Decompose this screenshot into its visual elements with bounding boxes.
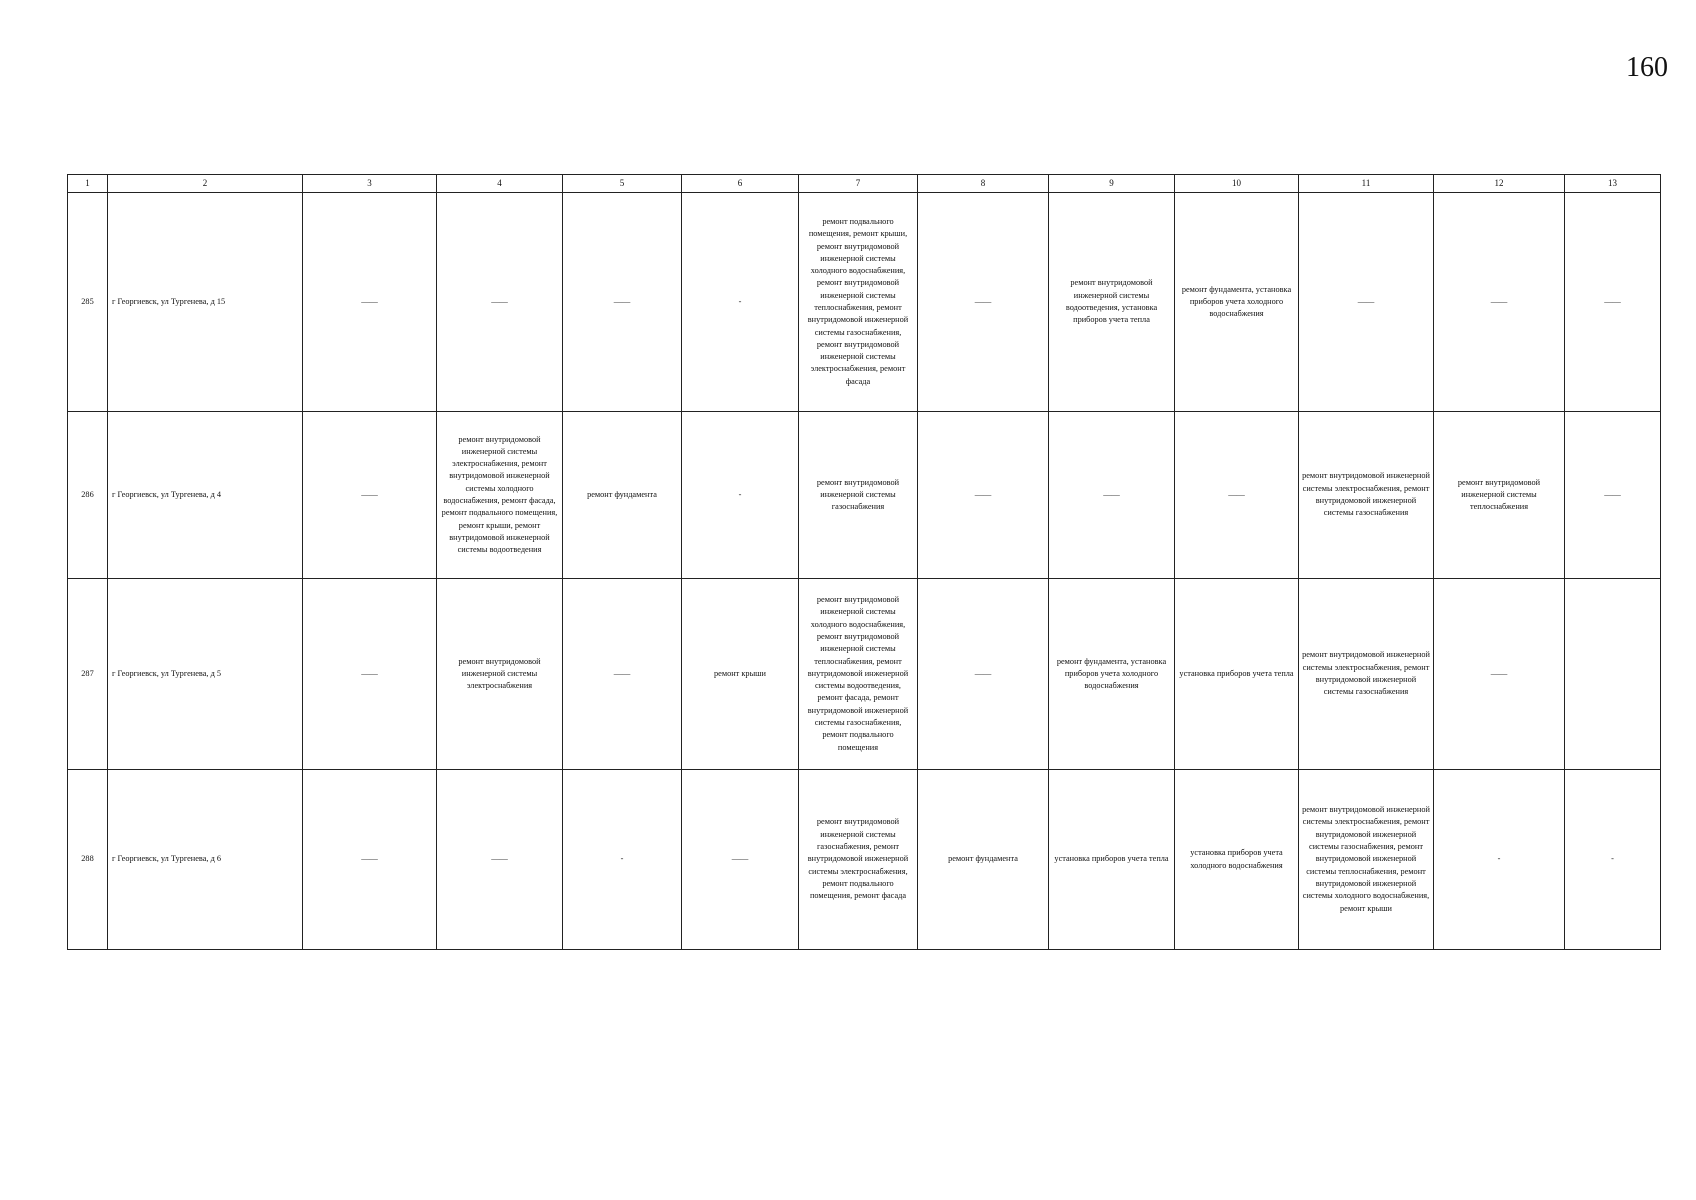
row-number: 287 — [68, 579, 108, 770]
row-number: 286 — [68, 412, 108, 579]
header-col-6: 6 — [682, 175, 799, 193]
table-cell: - — [682, 193, 799, 412]
header-col-3: 3 — [303, 175, 437, 193]
header-col-10: 10 — [1175, 175, 1299, 193]
table-cell: - — [1434, 770, 1565, 950]
table-cell: —— — [303, 412, 437, 579]
address-cell: г Георгиевск, ул Тургенева, д 4 — [108, 412, 303, 579]
table-cell: ремонт внутридомовой инженерной системы электроснабжения, ремонт внутридомовой инженерной системы газоснабжения, ремонт внутридомовой инженерной системы теплоснабжения, ремонт внутридомовой инженерной системы холодного водоснабжения, ремонт крыши — [1299, 770, 1434, 950]
table-cell: ремонт фундамента — [563, 412, 682, 579]
address-cell: г Георгиевск, ул Тургенева, д 5 — [108, 579, 303, 770]
header-col-1: 1 — [68, 175, 108, 193]
table-cell: ремонт внутридомовой инженерной системы электроснабжения, ремонт внутридомовой инженерной системы холодного водоснабжения, ремонт фасада, ремонт подвального помещения, ремонт крыши, ремонт внутридомовой инженерной системы водоотведения — [437, 412, 563, 579]
table-cell: —— — [437, 193, 563, 412]
table-cell: —— — [1434, 579, 1565, 770]
table-cell: ремонт фундамента, установка приборов учета холодного водоснабжения — [1049, 579, 1175, 770]
table-cell: ремонт фундамента — [918, 770, 1049, 950]
page-number: 160 — [1626, 52, 1668, 83]
table-cell: —— — [1175, 412, 1299, 579]
table-cell: —— — [918, 193, 1049, 412]
table-cell: ремонт внутридомовой инженерной системы электроснабжения — [437, 579, 563, 770]
table-cell: —— — [437, 770, 563, 950]
table-cell: —— — [1049, 412, 1175, 579]
table-cell: ремонт внутридомовой инженерной системы холодного водоснабжения, ремонт внутридомовой инженерной системы теплоснабжения, ремонт внутридомовой инженерной системы водоотведения, ремонт фасада, ремонт внутридомовой инженерной системы газоснабжения, ремонт подвального помещения — [799, 579, 918, 770]
address-cell: г Георгиевск, ул Тургенева, д 6 — [108, 770, 303, 950]
table-cell: ремонт внутридомовой инженерной системы теплоснабжения — [1434, 412, 1565, 579]
row-number: 288 — [68, 770, 108, 950]
table-row — [68, 193, 1661, 412]
table-cell: - — [1565, 770, 1661, 950]
table-cell — [1565, 579, 1661, 770]
table-cell: —— — [563, 193, 682, 412]
header-col-9: 9 — [1049, 175, 1175, 193]
header-col-12: 12 — [1434, 175, 1565, 193]
table-cell: —— — [1299, 193, 1434, 412]
repair-schedule-table — [67, 174, 1661, 950]
table-cell: установка приборов учета тепла — [1049, 770, 1175, 950]
row-number: 285 — [68, 193, 108, 412]
table-cell: ремонт внутридомовой инженерной системы электроснабжения, ремонт внутридомовой инженерной системы газоснабжения — [1299, 412, 1434, 579]
table-cell: установка приборов учета холодного водоснабжения — [1175, 770, 1299, 950]
header-col-8: 8 — [918, 175, 1049, 193]
table-cell: - — [682, 412, 799, 579]
table-cell: - — [563, 770, 682, 950]
table-cell: —— — [1565, 193, 1661, 412]
header-col-7: 7 — [799, 175, 918, 193]
table-row — [68, 412, 1661, 579]
table-row — [68, 579, 1661, 770]
table-cell: —— — [303, 193, 437, 412]
table-cell: ремонт внутридомовой инженерной системы газоснабжения, ремонт внутридомовой инженерной системы электроснабжения, ремонт подвального помещения, ремонт фасада — [799, 770, 918, 950]
address-cell: г Георгиевск, ул Тургенева, д 15 — [108, 193, 303, 412]
table-cell: ремонт внутридомовой инженерной системы газоснабжения — [799, 412, 918, 579]
table-cell: —— — [563, 579, 682, 770]
header-col-5: 5 — [563, 175, 682, 193]
table-cell: ремонт крыши — [682, 579, 799, 770]
table-cell: —— — [918, 412, 1049, 579]
header-col-13: 13 — [1565, 175, 1661, 193]
table-cell: ремонт внутридомовой инженерной системы электроснабжения, ремонт внутридомовой инженерной системы газоснабжения — [1299, 579, 1434, 770]
header-row — [68, 175, 1661, 193]
header-col-2: 2 — [108, 175, 303, 193]
header-col-11: 11 — [1299, 175, 1434, 193]
table-cell: ремонт подвального помещения, ремонт крыши, ремонт внутридомовой инженерной системы холодного водоснабжения, ремонт внутридомовой инженерной системы теплоснабжения, ремонт внутридомовой инженерной системы газоснабжения, ремонт внутридомовой инженерной системы электроснабжения, ремонт фасада — [799, 193, 918, 412]
table-cell: —— — [1434, 193, 1565, 412]
repair-schedule-table-wrapper — [67, 174, 1660, 950]
table-row — [68, 770, 1661, 950]
table-cell: —— — [1565, 412, 1661, 579]
table-cell: —— — [918, 579, 1049, 770]
table-cell: —— — [303, 770, 437, 950]
table-cell: —— — [682, 770, 799, 950]
table-cell: ремонт внутридомовой инженерной системы водоотведения, установка приборов учета тепла — [1049, 193, 1175, 412]
header-col-4: 4 — [437, 175, 563, 193]
table-cell: установка приборов учета тепла — [1175, 579, 1299, 770]
table-cell: ремонт фундамента, установка приборов учета холодного водоснабжения — [1175, 193, 1299, 412]
table-cell: —— — [303, 579, 437, 770]
